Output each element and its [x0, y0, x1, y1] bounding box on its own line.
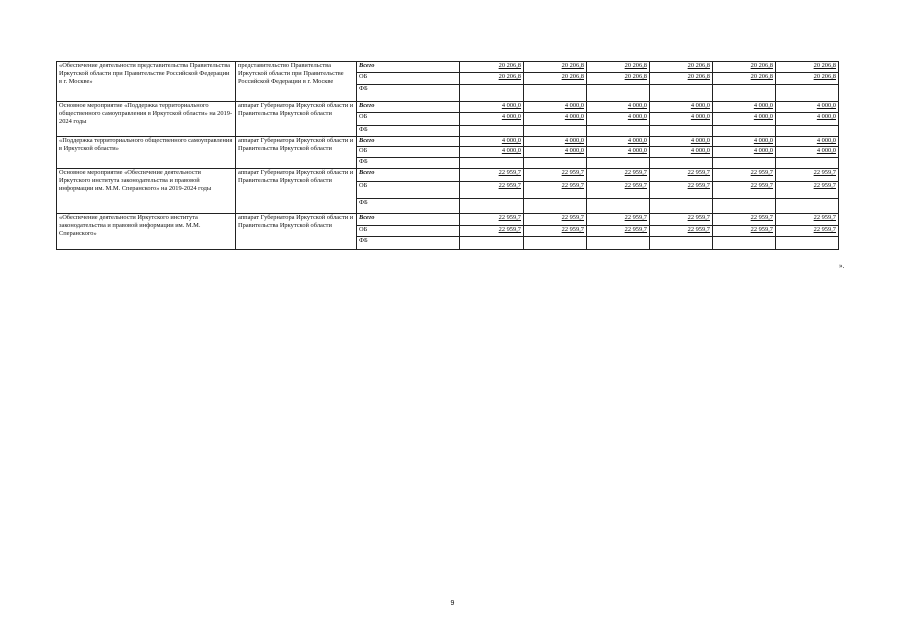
- table-row: [57, 214, 839, 226]
- funding-source-total: Всего: [357, 102, 460, 113]
- amount-cell: 20 206,8: [776, 62, 839, 73]
- funding-source-total: Всего: [357, 62, 460, 73]
- amount-cell: 4 000,0: [460, 137, 524, 147]
- funding-source-total: Всего: [357, 137, 460, 147]
- amount-cell: 22 959,7: [460, 169, 524, 182]
- amount-cell: [776, 158, 839, 169]
- amount-cell: [587, 126, 650, 137]
- executor-name: аппарат Губернатора Иркутской области и Правительства Иркутской области: [236, 214, 357, 250]
- amount-cell: [776, 126, 839, 137]
- budget-table: [56, 61, 839, 250]
- amount-cell: 4 000,0: [776, 137, 839, 147]
- amount-cell: [650, 126, 713, 137]
- amount-cell: 22 959,7: [713, 214, 776, 226]
- funding-source-regional: ОБ: [357, 182, 460, 199]
- funding-source-federal: ФБ: [357, 126, 460, 137]
- amount-cell: 22 959,7: [776, 214, 839, 226]
- amount-cell: [713, 126, 776, 137]
- funding-source-total: Всего: [357, 214, 460, 226]
- amount-cell: [460, 126, 524, 137]
- measure-name: Основное мероприятие «Поддержка территориального общественного самоуправления в Иркутской области» на 2019-2024 годы: [57, 102, 236, 137]
- amount-cell: 22 959,7: [460, 226, 524, 237]
- amount-cell: 20 206,8: [650, 62, 713, 73]
- amount-cell: [587, 199, 650, 214]
- amount-cell: [587, 158, 650, 169]
- budget-table-body: [57, 62, 839, 250]
- amount-cell: [650, 199, 713, 214]
- funding-source-regional: ОБ: [357, 226, 460, 237]
- amount-cell: [650, 158, 713, 169]
- amount-cell: [587, 237, 650, 250]
- amount-cell: 20 206,8: [460, 62, 524, 73]
- amount-cell: 22 959,7: [713, 226, 776, 237]
- amount-cell: 20 206,8: [776, 73, 839, 85]
- table-row: [57, 169, 839, 182]
- amount-cell: 22 959,7: [587, 182, 650, 199]
- executor-name: аппарат Губернатора Иркутской области и Правительства Иркутской области: [236, 137, 357, 169]
- amount-cell: 22 959,7: [524, 226, 587, 237]
- measure-name: «Обеспечение деятельности представительства Правительства Иркутской области при Правительстве Российской Федерации в г. Москве»: [57, 62, 236, 102]
- amount-cell: 20 206,8: [650, 73, 713, 85]
- amount-cell: 4 000,0: [776, 102, 839, 113]
- amount-cell: 20 206,8: [713, 62, 776, 73]
- page-number: 9: [450, 600, 455, 607]
- amount-cell: [713, 199, 776, 214]
- amount-cell: 20 206,8: [524, 62, 587, 73]
- amount-cell: 4 000,0: [587, 137, 650, 147]
- table-row: [57, 62, 839, 73]
- amount-cell: [776, 85, 839, 102]
- amount-cell: 4 000,0: [460, 147, 524, 158]
- amount-cell: 22 959,7: [713, 182, 776, 199]
- amount-cell: 4 000,0: [524, 113, 587, 126]
- amount-cell: 4 000,0: [776, 147, 839, 158]
- amount-cell: 22 959,7: [650, 182, 713, 199]
- funding-source-regional: ОБ: [357, 73, 460, 85]
- amount-cell: [524, 126, 587, 137]
- amount-cell: 22 959,7: [587, 226, 650, 237]
- amount-cell: 4 000,0: [587, 102, 650, 113]
- amount-cell: 22 959,7: [587, 169, 650, 182]
- amount-cell: 4 000,0: [650, 147, 713, 158]
- amount-cell: [460, 158, 524, 169]
- amount-cell: 20 206,8: [524, 73, 587, 85]
- funding-source-federal: ФБ: [357, 237, 460, 250]
- amount-cell: 22 959,7: [524, 169, 587, 182]
- closing-quote-mark: ».: [839, 262, 845, 270]
- amount-cell: 4 000,0: [524, 147, 587, 158]
- amount-cell: [713, 85, 776, 102]
- amount-cell: [776, 237, 839, 250]
- amount-cell: 4 000,0: [713, 113, 776, 126]
- amount-cell: 4 000,0: [650, 102, 713, 113]
- amount-cell: 4 000,0: [713, 102, 776, 113]
- amount-cell: 22 959,7: [776, 182, 839, 199]
- amount-cell: [650, 85, 713, 102]
- executor-name: представительство Правительства Иркутской области при Правительстве Российской Федерации в г. Москве: [236, 62, 357, 102]
- measure-name: «Поддержка территориального общественного самоуправления в Иркутской области»: [57, 137, 236, 169]
- amount-cell: 4 000,0: [524, 102, 587, 113]
- funding-source-total: Всего: [357, 169, 460, 182]
- funding-source-federal: ФБ: [357, 158, 460, 169]
- amount-cell: [524, 237, 587, 250]
- amount-cell: 22 959,7: [650, 214, 713, 226]
- amount-cell: 4 000,0: [713, 137, 776, 147]
- amount-cell: [460, 85, 524, 102]
- amount-cell: 22 959,7: [650, 226, 713, 237]
- amount-cell: 20 206,8: [587, 62, 650, 73]
- measure-name: «Обеспечение деятельности Иркутского института законодательства и правовой информации им. М.М. Сперанского»: [57, 214, 236, 250]
- amount-cell: [524, 85, 587, 102]
- amount-cell: 22 959,7: [460, 182, 524, 199]
- amount-cell: [524, 158, 587, 169]
- amount-cell: 22 959,7: [524, 214, 587, 226]
- amount-cell: 20 206,8: [460, 73, 524, 85]
- amount-cell: 4 000,0: [460, 102, 524, 113]
- table-row: [57, 137, 839, 147]
- amount-cell: [460, 199, 524, 214]
- executor-name: аппарат Губернатора Иркутской области и Правительства Иркутской области: [236, 102, 357, 137]
- amount-cell: 22 959,7: [713, 169, 776, 182]
- amount-cell: 4 000,0: [587, 113, 650, 126]
- amount-cell: [713, 158, 776, 169]
- funding-source-federal: ФБ: [357, 85, 460, 102]
- amount-cell: [776, 199, 839, 214]
- table-row: [57, 102, 839, 113]
- amount-cell: [713, 237, 776, 250]
- amount-cell: 22 959,7: [776, 169, 839, 182]
- amount-cell: [524, 199, 587, 214]
- amount-cell: 20 206,8: [587, 73, 650, 85]
- amount-cell: 4 000,0: [713, 147, 776, 158]
- amount-cell: 4 000,0: [524, 137, 587, 147]
- amount-cell: 4 000,0: [776, 113, 839, 126]
- executor-name: аппарат Губернатора Иркутской области и Правительства Иркутской области: [236, 169, 357, 214]
- amount-cell: 22 959,7: [524, 182, 587, 199]
- funding-source-regional: ОБ: [357, 113, 460, 126]
- funding-source-federal: ФБ: [357, 199, 460, 214]
- amount-cell: 4 000,0: [650, 137, 713, 147]
- amount-cell: 4 000,0: [460, 113, 524, 126]
- amount-cell: [650, 237, 713, 250]
- amount-cell: [587, 85, 650, 102]
- amount-cell: 22 959,7: [460, 214, 524, 226]
- amount-cell: [460, 237, 524, 250]
- amount-cell: 22 959,7: [776, 226, 839, 237]
- amount-cell: 4 000,0: [587, 147, 650, 158]
- funding-source-regional: ОБ: [357, 147, 460, 158]
- amount-cell: 20 206,8: [713, 73, 776, 85]
- amount-cell: 22 959,7: [650, 169, 713, 182]
- amount-cell: 4 000,0: [650, 113, 713, 126]
- amount-cell: 22 959,7: [587, 214, 650, 226]
- measure-name: Основное мероприятие «Обеспечение деятельности Иркутского института законодательства и правовой информации им. М.М. Сперанского» на 2019-2024 годы: [57, 169, 236, 214]
